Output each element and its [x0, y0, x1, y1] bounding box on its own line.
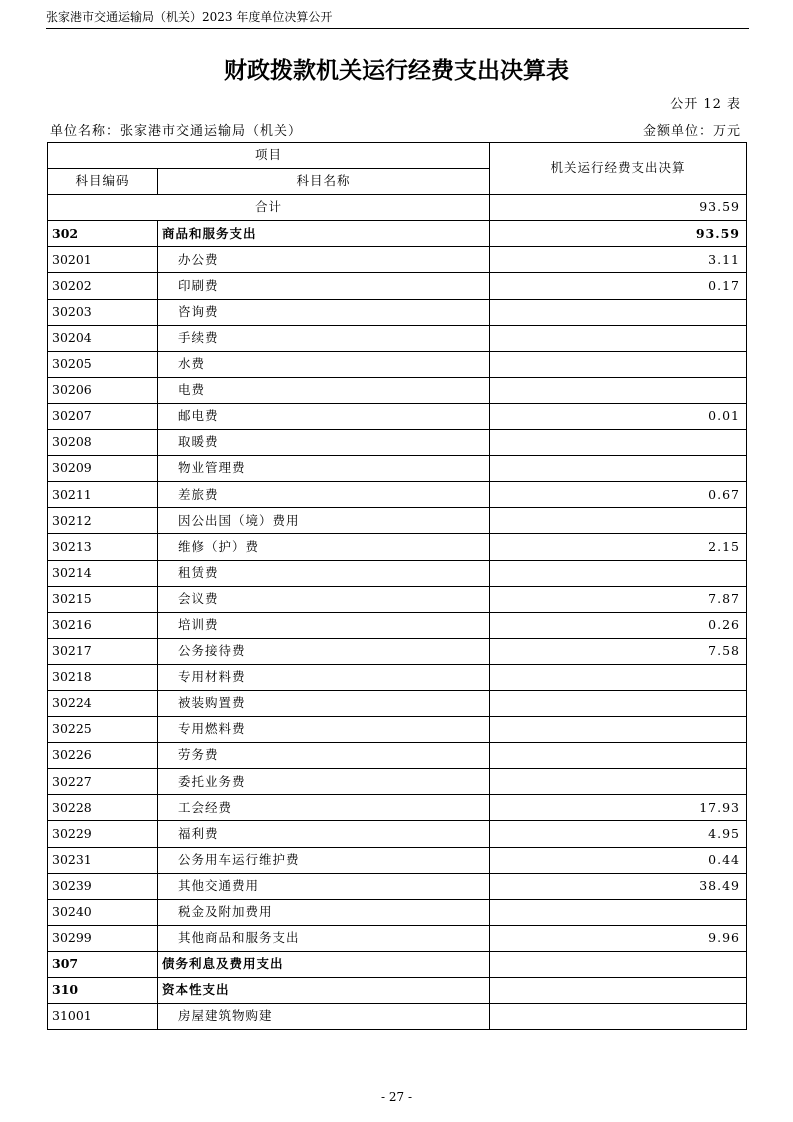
header-name: 科目名称 [158, 169, 490, 195]
row-value [490, 951, 747, 977]
row-code: 30205 [48, 351, 158, 377]
row-name: 电费 [158, 377, 490, 403]
row-value [490, 899, 747, 925]
row-name: 房屋建筑物购建 [158, 1004, 490, 1030]
row-name: 物业管理费 [158, 456, 490, 482]
row-value [490, 1004, 747, 1030]
expenditure-table [47, 142, 747, 1030]
row-code: 30207 [48, 403, 158, 429]
table-row [48, 508, 747, 534]
table-row [48, 351, 747, 377]
row-name: 被装购置费 [158, 690, 490, 716]
row-code: 30239 [48, 873, 158, 899]
row-value [490, 717, 747, 743]
row-value [490, 456, 747, 482]
row-code: 30213 [48, 534, 158, 560]
row-value [490, 351, 747, 377]
table-row [48, 717, 747, 743]
row-value [490, 377, 747, 403]
table-row [48, 403, 747, 429]
row-code: 30212 [48, 508, 158, 534]
row-code: 30211 [48, 482, 158, 508]
row-code: 30206 [48, 377, 158, 403]
row-code: 30229 [48, 821, 158, 847]
table-row [48, 847, 747, 873]
table-row [48, 978, 747, 1004]
row-code: 30204 [48, 325, 158, 351]
table-row [48, 899, 747, 925]
row-name: 培训费 [158, 612, 490, 638]
row-value: 0.01 [490, 403, 747, 429]
header-item: 项目 [48, 143, 490, 169]
row-value [490, 508, 747, 534]
row-code: 30218 [48, 664, 158, 690]
row-value [490, 743, 747, 769]
row-value [490, 690, 747, 716]
row-name: 因公出国（境）费用 [158, 508, 490, 534]
row-value [490, 299, 747, 325]
total-value: 93.59 [490, 195, 747, 221]
row-value: 0.44 [490, 847, 747, 873]
row-value [490, 430, 747, 456]
row-name: 商品和服务支出 [158, 221, 490, 247]
page-number: - 27 - [380, 1090, 412, 1104]
row-value: 17.93 [490, 795, 747, 821]
row-name: 专用燃料费 [158, 717, 490, 743]
row-name: 福利费 [158, 821, 490, 847]
table-row [48, 743, 747, 769]
row-code: 30208 [48, 430, 158, 456]
row-code: 31001 [48, 1004, 158, 1030]
row-name: 取暖费 [158, 430, 490, 456]
row-name: 咨询费 [158, 299, 490, 325]
row-value: 3.11 [490, 247, 747, 273]
row-name: 会议费 [158, 586, 490, 612]
table-row [48, 873, 747, 899]
row-value: 0.17 [490, 273, 747, 299]
total-row [48, 195, 747, 221]
row-value: 4.95 [490, 821, 747, 847]
table-number: 公开 12 表 [670, 97, 741, 112]
table-row [48, 534, 747, 560]
table-row [48, 482, 747, 508]
row-code: 302 [48, 221, 158, 247]
row-name: 手续费 [158, 325, 490, 351]
table-row [48, 430, 747, 456]
table-row [48, 821, 747, 847]
row-code: 30240 [48, 899, 158, 925]
row-code: 30216 [48, 612, 158, 638]
table-row [48, 586, 747, 612]
row-code: 30224 [48, 690, 158, 716]
row-name: 差旅费 [158, 482, 490, 508]
header-code: 科目编码 [48, 169, 158, 195]
header-value: 机关运行经费支出决算 [490, 143, 747, 195]
row-name: 其他商品和服务支出 [158, 925, 490, 951]
money-unit: 金额单位：万元 [642, 124, 741, 139]
row-name: 劳务费 [158, 743, 490, 769]
row-name: 水费 [158, 351, 490, 377]
row-value: 0.67 [490, 482, 747, 508]
row-name: 委托业务费 [158, 769, 490, 795]
page-title: 财政拨款机关运行经费支出决算表 [224, 58, 569, 84]
table-row [48, 638, 747, 664]
header-divider [46, 28, 749, 29]
row-name: 公务接待费 [158, 638, 490, 664]
table-row [48, 925, 747, 951]
row-value: 9.96 [490, 925, 747, 951]
row-name: 专用材料费 [158, 664, 490, 690]
table-row [48, 664, 747, 690]
row-code: 30299 [48, 925, 158, 951]
row-value: 7.87 [490, 586, 747, 612]
row-code: 307 [48, 951, 158, 977]
row-code: 30217 [48, 638, 158, 664]
header-row [48, 143, 747, 169]
row-name: 债务利息及费用支出 [158, 951, 490, 977]
table-row [48, 951, 747, 977]
row-name: 租赁费 [158, 560, 490, 586]
table-row [48, 560, 747, 586]
table-row [48, 377, 747, 403]
row-name: 其他交通费用 [158, 873, 490, 899]
row-value: 38.49 [490, 873, 747, 899]
table-row [48, 690, 747, 716]
row-value [490, 560, 747, 586]
row-code: 30201 [48, 247, 158, 273]
row-code: 30214 [48, 560, 158, 586]
running-header: 张家港市交通运输局（机关）2023 年度单位决算公开 [46, 10, 333, 24]
table-row [48, 273, 747, 299]
row-name: 办公费 [158, 247, 490, 273]
row-value: 93.59 [490, 221, 747, 247]
table-row [48, 795, 747, 821]
row-code: 30209 [48, 456, 158, 482]
row-name: 印刷费 [158, 273, 490, 299]
row-name: 维修（护）费 [158, 534, 490, 560]
row-value: 2.15 [490, 534, 747, 560]
row-code: 30228 [48, 795, 158, 821]
row-value [490, 325, 747, 351]
table-row [48, 612, 747, 638]
row-value [490, 978, 747, 1004]
table-row [48, 1004, 747, 1030]
row-code: 30226 [48, 743, 158, 769]
row-code: 30227 [48, 769, 158, 795]
row-name: 工会经费 [158, 795, 490, 821]
row-value [490, 769, 747, 795]
total-label: 合计 [48, 195, 490, 221]
table-row [48, 299, 747, 325]
row-code: 30231 [48, 847, 158, 873]
row-name: 邮电费 [158, 403, 490, 429]
table-row [48, 456, 747, 482]
row-value: 7.58 [490, 638, 747, 664]
row-name: 税金及附加费用 [158, 899, 490, 925]
unit-name: 单位名称：张家港市交通运输局（机关） [50, 124, 303, 139]
table-row [48, 247, 747, 273]
row-code: 310 [48, 978, 158, 1004]
table-row [48, 769, 747, 795]
row-code: 30215 [48, 586, 158, 612]
row-name: 资本性支出 [158, 978, 490, 1004]
row-name: 公务用车运行维护费 [158, 847, 490, 873]
row-code: 30225 [48, 717, 158, 743]
row-value [490, 664, 747, 690]
row-code: 30203 [48, 299, 158, 325]
row-code: 30202 [48, 273, 158, 299]
table-row [48, 221, 747, 247]
table-row [48, 325, 747, 351]
row-value: 0.26 [490, 612, 747, 638]
